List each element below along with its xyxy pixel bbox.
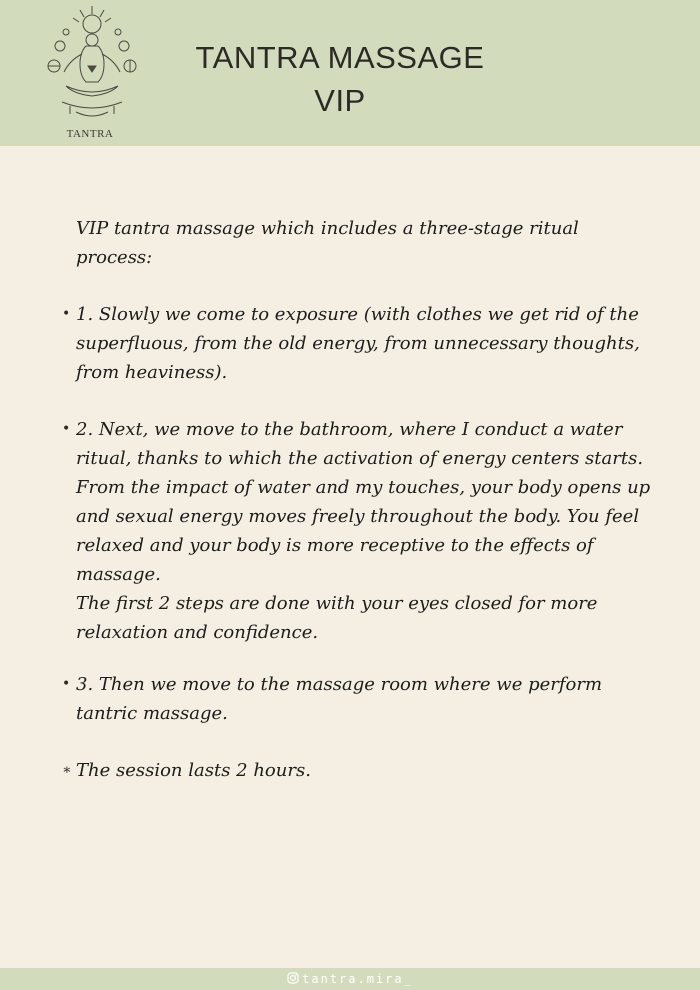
- list-item-note: The first 2 steps are done with your eyes closed for more relaxation and confidence.: [76, 593, 598, 643]
- header-band: [0, 0, 700, 147]
- bullet-marker: •: [62, 306, 71, 322]
- footer-band: [0, 968, 700, 990]
- instagram-icon: [287, 972, 299, 984]
- logo-label: TANTRA: [66, 128, 114, 140]
- list-item: [62, 670, 656, 728]
- bullet-marker: •: [62, 421, 71, 437]
- list-item-text: 3. Then we move to the massage room where we perform tantric massage.: [76, 674, 603, 724]
- meditating-figure-icon: [40, 2, 144, 130]
- list-item-text: 1. Slowly we come to exposure (with clothes we get rid of the superfluous, from the old energy, from unnecessary thoughts, from heaviness).: [76, 304, 640, 383]
- bullet-marker: ∗: [62, 762, 72, 778]
- list-item: [62, 756, 656, 785]
- title-line-1: TANTRA MASSAGE: [195, 40, 485, 75]
- list-item: [62, 415, 656, 647]
- list-item-text: The session lasts 2 hours.: [76, 760, 311, 781]
- bullet-marker: •: [62, 676, 71, 692]
- instagram-handle[interactable]: tantra.mira_: [302, 972, 413, 986]
- list-item: [62, 300, 656, 387]
- title-line-2: VIP: [314, 83, 366, 118]
- page-title: [170, 36, 510, 122]
- list-item-text: 2. Next, we move to the bathroom, where I conduct a water ritual, thanks to which the activation of energy centers starts. From the impact of water and my touches, your body opens up and sexual energy moves freely throughout the body. You feel relaxed and your body is more receptive to the effects of massage.: [76, 419, 651, 585]
- intro-text: VIP tantra massage which includes a three-stage ritual process:: [76, 218, 579, 268]
- content-area: [0, 146, 700, 968]
